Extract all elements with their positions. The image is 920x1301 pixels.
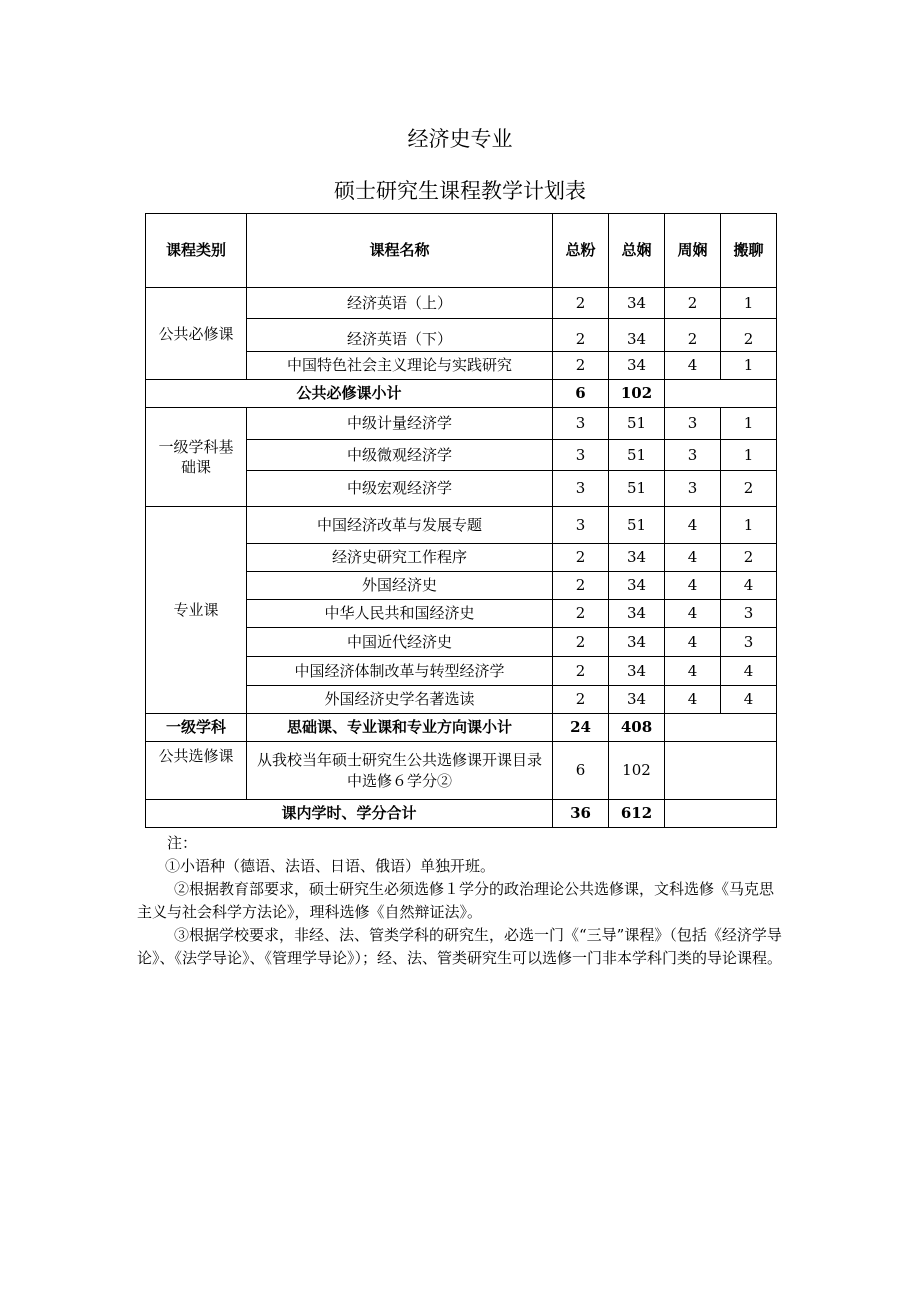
total-label: 课内学时、学分合计 [146, 800, 553, 828]
course-credits: 2 [553, 657, 609, 686]
header-category: 课程类别 [146, 214, 247, 288]
table-header-row [146, 214, 777, 288]
course-credits: 2 [553, 686, 609, 714]
course-semester: 1 [721, 352, 777, 380]
page-subtitle: 硕士研究生课程教学计划表 [334, 179, 586, 203]
course-hours: 34 [609, 319, 665, 352]
notes-section [137, 832, 787, 970]
course-credits: 2 [553, 352, 609, 380]
course-name: 外国经济史 [247, 572, 553, 600]
table-row [146, 408, 777, 440]
category-first-level: 一级学科基础课 [146, 408, 247, 507]
course-name: 中国经济体制改革与转型经济学 [247, 657, 553, 686]
course-name: 中国经济改革与发展专题 [247, 507, 553, 544]
course-name: 中国特色社会主义理论与实践研究 [247, 352, 553, 380]
subtotal-label-left: 一级学科 [146, 714, 247, 742]
header-course-name: 课程名称 [247, 214, 553, 288]
empty-cell [665, 380, 777, 408]
course-hours: 51 [609, 471, 665, 507]
course-weekly: 3 [665, 471, 721, 507]
course-weekly: 4 [665, 657, 721, 686]
course-credits: 3 [553, 507, 609, 544]
total-row [146, 800, 777, 828]
course-name: 中级计量经济学 [247, 408, 553, 440]
course-name: 中华人民共和国经济史 [247, 600, 553, 628]
course-name: 从我校当年硕士研究生公共选修课开课目录中选修６学分② [247, 742, 553, 800]
subtotal-row [146, 714, 777, 742]
course-credits: 3 [553, 408, 609, 440]
course-semester: 2 [721, 471, 777, 507]
course-name: 经济英语（上） [247, 288, 553, 319]
table-row [146, 507, 777, 544]
notes-heading: 注： [167, 834, 198, 852]
course-weekly: 4 [665, 572, 721, 600]
subtotal-label: 公共必修课小计 [146, 380, 553, 408]
subtotal-hours: 102 [609, 380, 665, 408]
category-public-required: 公共必修课 [146, 288, 247, 380]
course-name: 中级宏观经济学 [247, 471, 553, 507]
header-hours: 总娴 [609, 214, 665, 288]
course-semester: 1 [721, 507, 777, 544]
course-name: 中国近代经济史 [247, 628, 553, 657]
subtotal-hours: 408 [609, 714, 665, 742]
course-weekly: 4 [665, 628, 721, 657]
total-credits: 36 [553, 800, 609, 828]
course-weekly: 4 [665, 544, 721, 572]
course-weekly: 4 [665, 507, 721, 544]
course-hours: 51 [609, 440, 665, 471]
course-hours: 51 [609, 507, 665, 544]
note-1: ①小语种（德语、法语、日语、俄语）单独开班。 [165, 857, 496, 875]
subtotal-credits: 24 [553, 714, 609, 742]
course-hours: 34 [609, 288, 665, 319]
subtotal-credits: 6 [553, 380, 609, 408]
course-hours: 34 [609, 352, 665, 380]
empty-cell [665, 742, 777, 800]
course-semester: 1 [721, 440, 777, 471]
course-name: 经济史研究工作程序 [247, 544, 553, 572]
subtotal-label: 思础课、专业课和专业方向课小计 [247, 714, 553, 742]
course-semester: 1 [721, 408, 777, 440]
course-credits: 2 [553, 544, 609, 572]
course-credits: 2 [553, 572, 609, 600]
course-hours: 34 [609, 544, 665, 572]
category-major: 专业课 [146, 507, 247, 714]
course-credits: 2 [553, 628, 609, 657]
empty-cell [665, 714, 777, 742]
header-weekly-hours: 周娴 [665, 214, 721, 288]
course-semester: 4 [721, 657, 777, 686]
course-credits: 2 [553, 288, 609, 319]
course-hours: 34 [609, 600, 665, 628]
subtotal-row [146, 380, 777, 408]
course-semester: 4 [721, 572, 777, 600]
course-credits: 3 [553, 471, 609, 507]
table-row [146, 742, 777, 800]
course-hours: 34 [609, 628, 665, 657]
course-name: 中级微观经济学 [247, 440, 553, 471]
course-semester: 2 [721, 319, 777, 352]
course-weekly: 4 [665, 686, 721, 714]
course-weekly: 2 [665, 319, 721, 352]
course-hours: 34 [609, 657, 665, 686]
empty-cell [665, 800, 777, 828]
course-credits: 3 [553, 440, 609, 471]
course-name: 经济英语（下） [247, 319, 553, 352]
header-credits: 总粉 [553, 214, 609, 288]
course-weekly: 3 [665, 440, 721, 471]
header-semester: 搬聊 [721, 214, 777, 288]
total-hours: 612 [609, 800, 665, 828]
course-credits: 2 [553, 600, 609, 628]
course-credits: 2 [553, 319, 609, 352]
course-weekly: 2 [665, 288, 721, 319]
course-semester: 4 [721, 686, 777, 714]
category-public-elective: 公共选修课 [146, 742, 247, 800]
note-2: ②根据教育部要求，硕士研究生必须选修１学分的政治理论公共选修课，文科选修《马克思主义与社会科学方法论》，理科选修《自然辩证法》。 [137, 880, 775, 921]
page-title: 经济史专业 [407, 127, 513, 151]
course-semester: 3 [721, 600, 777, 628]
course-semester: 2 [721, 544, 777, 572]
table-row [146, 288, 777, 319]
course-hours: 51 [609, 408, 665, 440]
course-semester: 3 [721, 628, 777, 657]
course-hours: 102 [609, 742, 665, 800]
course-weekly: 3 [665, 408, 721, 440]
course-name: 外国经济史学名著选读 [247, 686, 553, 714]
course-weekly: 4 [665, 600, 721, 628]
course-plan-table [145, 213, 777, 828]
course-hours: 34 [609, 686, 665, 714]
course-weekly: 4 [665, 352, 721, 380]
course-credits: 6 [553, 742, 609, 800]
course-semester: 1 [721, 288, 777, 319]
course-hours: 34 [609, 572, 665, 600]
note-3: ③根据学校要求，非经、法、管类学科的研究生，必选一门《“三导”课程》（包括《经济学导论》、《法学导论》、《管理学导论》）；经、法、管类研究生可以选修一门非本学科门类的导论课程。 [137, 926, 783, 967]
